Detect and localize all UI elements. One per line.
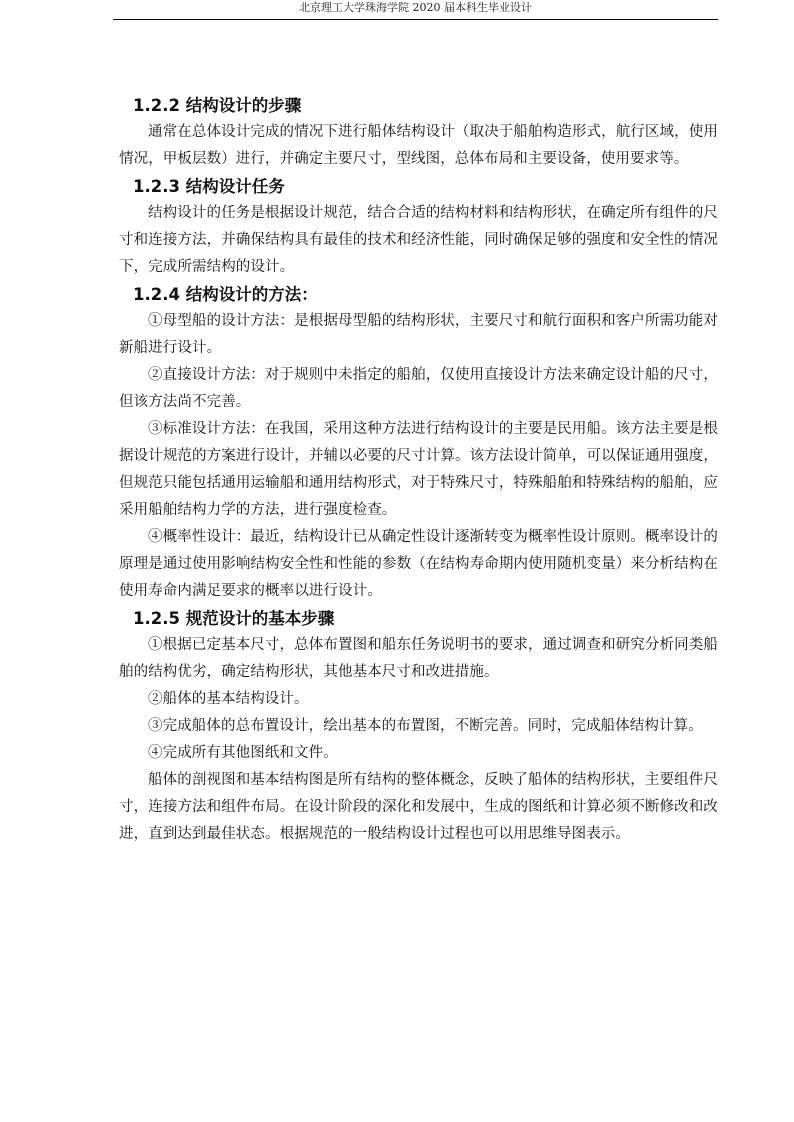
section-heading: 1.2.3 结构设计任务 <box>133 177 285 196</box>
paragraph: ④完成所有其他图纸和文件。 <box>148 745 338 761</box>
paragraph: ①母型船的设计方法：是根据母型船的结构形状，主要尺寸和航行面积和客户所需功能对新船进行设计。 <box>119 313 718 356</box>
paragraph: ④概率性设计：最近，结构设计已从确定性设计逐渐转变为概率性设计原则。概率设计的原理是通过使用影响结构安全性和性能的参数（在结构寿命期内使用随机变量）来分析结构在使用寿命内满足要求的概率以进行设计。 <box>119 529 718 599</box>
paragraph: 结构设计的任务是根据设计规范，结合合适的结构材料和结构形状，在确定所有组件的尺寸和连接方法，并确保结构具有最佳的技术和经济性能，同时确保足够的强度和安全性的情况下，完成所需结构的设计。 <box>119 205 718 275</box>
section-1-2-2 <box>119 92 718 173</box>
paragraph: ③标准设计方法：在我国，采用这种方法进行结构设计的主要是民用船。该方法主要是根据设计规范的方案进行设计，并辅以必要的尺寸计算。该方法设计简单，可以保证通用强度，但规范只能包括通用运输船和通用结构形式，对于特殊尺寸，特殊船舶和特殊结构的船舶，应采用船舶结构力学的方法，进行强度检查。 <box>119 421 718 518</box>
page-header <box>113 0 718 20</box>
paragraph: ③完成船体的总布置设计，绘出基本的布置图，不断完善。同时，完成船体结构计算。 <box>148 718 703 734</box>
paragraph: 通常在总体设计完成的情况下进行船体结构设计（取决于船舶构造形式，航行区域，使用情况，甲板层数）进行，并确定主要尺寸，型线图，总体布局和主要设备，使用要求等。 <box>119 124 718 167</box>
section-heading: 1.2.2 结构设计的步骤 <box>133 96 302 115</box>
section-1-2-4 <box>119 281 718 605</box>
header-title: 北京理工大学珠海学院 2020 届本科生毕业设计 <box>299 1 532 14</box>
paragraph: ②船体的基本结构设计。 <box>148 691 309 707</box>
document-body <box>119 92 718 848</box>
section-1-2-3 <box>119 173 718 281</box>
section-heading: 1.2.4 结构设计的方法： <box>133 285 318 304</box>
paragraph: 船体的剖视图和基本结构图是所有结构的整体概念，反映了船体的结构形状，主要组件尺寸，连接方法和组件布局。在设计阶段的深化和发展中，生成的图纸和计算必须不断修改和改进，直到达到最佳状态。根据规范的一般结构设计过程也可以用思维导图表示。 <box>119 772 718 842</box>
paragraph: ①根据已定基本尺寸，总体布置图和船东任务说明书的要求，通过调查和研究分析同类船舶的结构优劣，确定结构形状，其他基本尺寸和改进措施。 <box>119 637 718 680</box>
section-heading: 1.2.5 规范设计的基本步骤 <box>133 609 335 628</box>
section-1-2-5 <box>119 605 718 848</box>
paragraph: ②直接设计方法：对于规则中未指定的船舶，仅使用直接设计方法来确定设计船的尺寸，但该方法尚不完善。 <box>119 367 718 410</box>
